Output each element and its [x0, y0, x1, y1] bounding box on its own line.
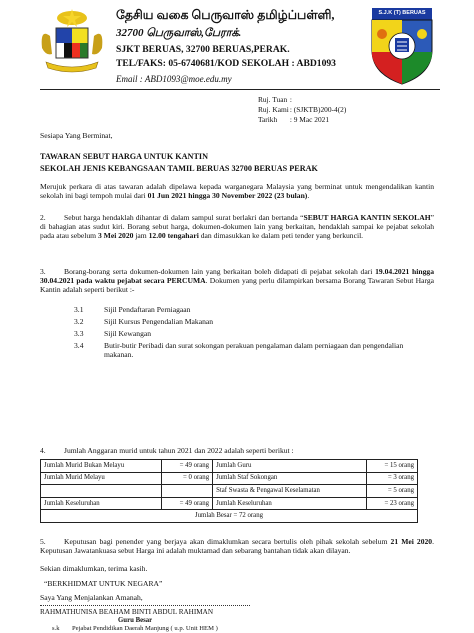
- paragraph-5-text-a: Keputusan bagi penender yang berjaya akan dimaklumkan secara bertulis oleh pihak sekolah sebelum: [64, 537, 391, 546]
- paragraph-2-number: 2.: [40, 213, 46, 222]
- ref-tarikh-value: : 9 Mac 2021: [289, 115, 330, 124]
- school-address: SJKT BERUAS, 32700 BERUAS,PERAK.: [116, 44, 290, 55]
- ref-kami-label: Ruj. Kami: [258, 105, 289, 114]
- school-name-tamil: தேசிய வகை பெருவாஸ் தமிழ்ப்பள்ளி,: [116, 8, 335, 22]
- cc-label: s.k: [52, 625, 60, 632]
- paragraph-2-text-b: ” di bahagian atas sudut kiri. Borang sebut harga, dokumen-dokumen lain yang berkaitan, hendaklah sampai ke pejabat sekolah pada atau sebelum: [40, 213, 434, 240]
- paragraph-3-text-b: . Dokumen yang perlu dilampirkan bersama Borang Tawaran Sebut Harga Kantin adalah seperti berikut :-: [40, 275, 435, 294]
- table-cell: = 5 orang: [367, 485, 418, 498]
- paragraph-3-period: 19.04.2021 hingga 30.04.2021 pada waktu pejabat secara PERCUMA: [40, 267, 434, 285]
- paragraph-2-envelope-label: SEBUT HARGA KANTIN SEKOLAH: [303, 213, 431, 222]
- student-staff-table: [40, 459, 418, 523]
- table-cell: Jumlah Murid Bukan Melayu: [41, 460, 162, 473]
- table-row: [41, 497, 418, 510]
- paragraph-4: Jumlah Anggaran murid untuk tahun 2021 dan 2022 adalah seperti berikut :: [64, 446, 294, 455]
- list-item: Sijil Pendaftaran Perniagaan: [104, 305, 191, 314]
- paragraph-5-text-b: . Keputusan Jawatankuasa sebut Harga ini adalah muktamad dan sebarang bantahan tidak akan dilayan.: [40, 537, 434, 555]
- cc-unit: ( u.p. Unit HEM ): [170, 625, 218, 632]
- table-cell: [162, 485, 213, 498]
- paragraph-1-end: .: [307, 190, 310, 200]
- list-item: Sijil Kewangan: [104, 329, 152, 338]
- paragraph-2-deadline-time: 12.00 tengahari: [148, 230, 199, 240]
- paragraph-1-text: Merujuk perkara di atas tawaran adalah dipelawa kepada warganegara Malaysia yang berminat untuk mengendalikan kantin sekolah ini bagi tempoh mulai dari: [40, 182, 434, 200]
- paragraph-2-text-c: jam: [133, 230, 149, 240]
- ref-tarikh-label: Tarikh: [258, 115, 278, 124]
- table-cell: = 3 orang: [367, 472, 418, 485]
- paragraph-3: [40, 268, 434, 295]
- signatory-name: RAHMATHUNISA BEAHAM BINTI ABDUL RAHIMAN: [40, 608, 214, 616]
- motto: “BERKHIDMAT UNTUK NEGARA”: [44, 579, 163, 588]
- table-cell: Jumlah Keseluruhan: [213, 497, 367, 510]
- table-row: [41, 472, 418, 485]
- table-cell: Jumlah Guru: [213, 460, 367, 473]
- letter-title-line2: SEKOLAH JENIS KEBANGSAAN TAMIL BERUAS 32700 BERUAS PERAK: [40, 164, 318, 173]
- table-row: [41, 460, 418, 473]
- paragraph-2-deadline-date: 3 Mei 2020: [97, 230, 134, 240]
- paragraph-2-text-a: Sebut harga hendaklah dihantar di dalam sampul surat berlakri dan bertanda “: [64, 213, 304, 222]
- table-cell: Staf Swasta & Pengawal Keselamatan: [213, 485, 367, 498]
- paragraph-5-number: 5.: [40, 537, 46, 546]
- table-cell: = 0 orang: [162, 472, 213, 485]
- paragraph-1-dates: 01 Jun 2021 hingga 30 November 2022 (23 bulan): [147, 190, 308, 200]
- closing-line: Sekian dimaklumkan, terima kasih.: [40, 564, 148, 573]
- letter-title-line1: TAWARAN SEBUT HARGA UNTUK KANTIN: [40, 152, 209, 161]
- paragraph-2-text-d: dan dimasukkan ke dalam peti tender yang berkuncil.: [198, 230, 364, 240]
- school-email: Email : ABD1093@moe.edu.my: [116, 74, 232, 84]
- sign-off: Saya Yang Menjalankan Amanah,: [40, 593, 143, 602]
- ref-tuan: [258, 96, 292, 105]
- list-item-num: 3.1: [74, 305, 84, 314]
- ref-tarikh: [258, 116, 329, 125]
- paragraph-1: [40, 183, 434, 201]
- ref-kami: [258, 106, 346, 115]
- salutation: Sesiapa Yang Berminat,: [40, 131, 113, 140]
- table-cell: Jumlah Keseluruhan: [41, 497, 162, 510]
- table-cell: Jumlah Staf Sokongan: [213, 472, 367, 485]
- table-total-cell: Jumlah Besar = 72 orang: [41, 510, 418, 523]
- paragraph-2: [40, 214, 434, 241]
- school-shield-icon: [362, 6, 442, 86]
- table-cell: [41, 485, 162, 498]
- table-cell: = 15 orang: [367, 460, 418, 473]
- list-item: Butir-butir Peribadi dan surat sokongan perakuan pengalaman dalam perniagaan dan pengendalian makanan.: [104, 341, 404, 359]
- school-badge: [362, 6, 442, 86]
- signature-line: [40, 605, 250, 607]
- paragraph-5-date: 21 Mei 2020: [390, 537, 433, 546]
- signatory-title: Guru Besar: [118, 617, 153, 624]
- list-item-num: 3.3: [74, 329, 84, 338]
- header-divider: [40, 89, 440, 90]
- table-cell: = 49 orang: [162, 460, 213, 473]
- list-item: Sijil Kursus Pengendalian Makanan: [104, 317, 214, 326]
- table-row-total: [41, 510, 418, 523]
- table-row: [41, 485, 418, 498]
- ref-tuan-value: :: [289, 95, 292, 104]
- list-item-num: 3.4: [74, 341, 84, 350]
- table-cell: = 49 orang: [162, 497, 213, 510]
- list-item-num: 3.2: [74, 317, 84, 326]
- paragraph-5: [40, 538, 434, 556]
- table-cell: Jumlah Murid Melayu: [41, 472, 162, 485]
- paragraph-3-text-a: Borang-borang serta dokumen-dokumen lain yang berkaitan boleh didapati di pejabat sekolah dari: [64, 267, 376, 276]
- school-badge-label: S.J.K (T) BERUAS: [378, 10, 426, 16]
- ref-kami-value: : (SJKTB)200-4(2): [289, 105, 347, 114]
- school-address-tamil: 32700 பெருவாஸ்,பேராக்.: [116, 27, 242, 39]
- ref-tuan-label: Ruj. Tuan: [258, 95, 288, 104]
- jata-negara-crest-icon: [36, 6, 108, 76]
- cc-office: Pejabat Pendidikan Daerah Manjung: [72, 625, 169, 632]
- table-cell: = 23 orang: [367, 497, 418, 510]
- paragraph-4-number: 4.: [40, 446, 46, 455]
- paragraph-3-number: 3.: [40, 267, 46, 276]
- school-contact: TEL/FAKS: 05-6740681/KOD SEKOLAH : ABD1093: [116, 58, 336, 69]
